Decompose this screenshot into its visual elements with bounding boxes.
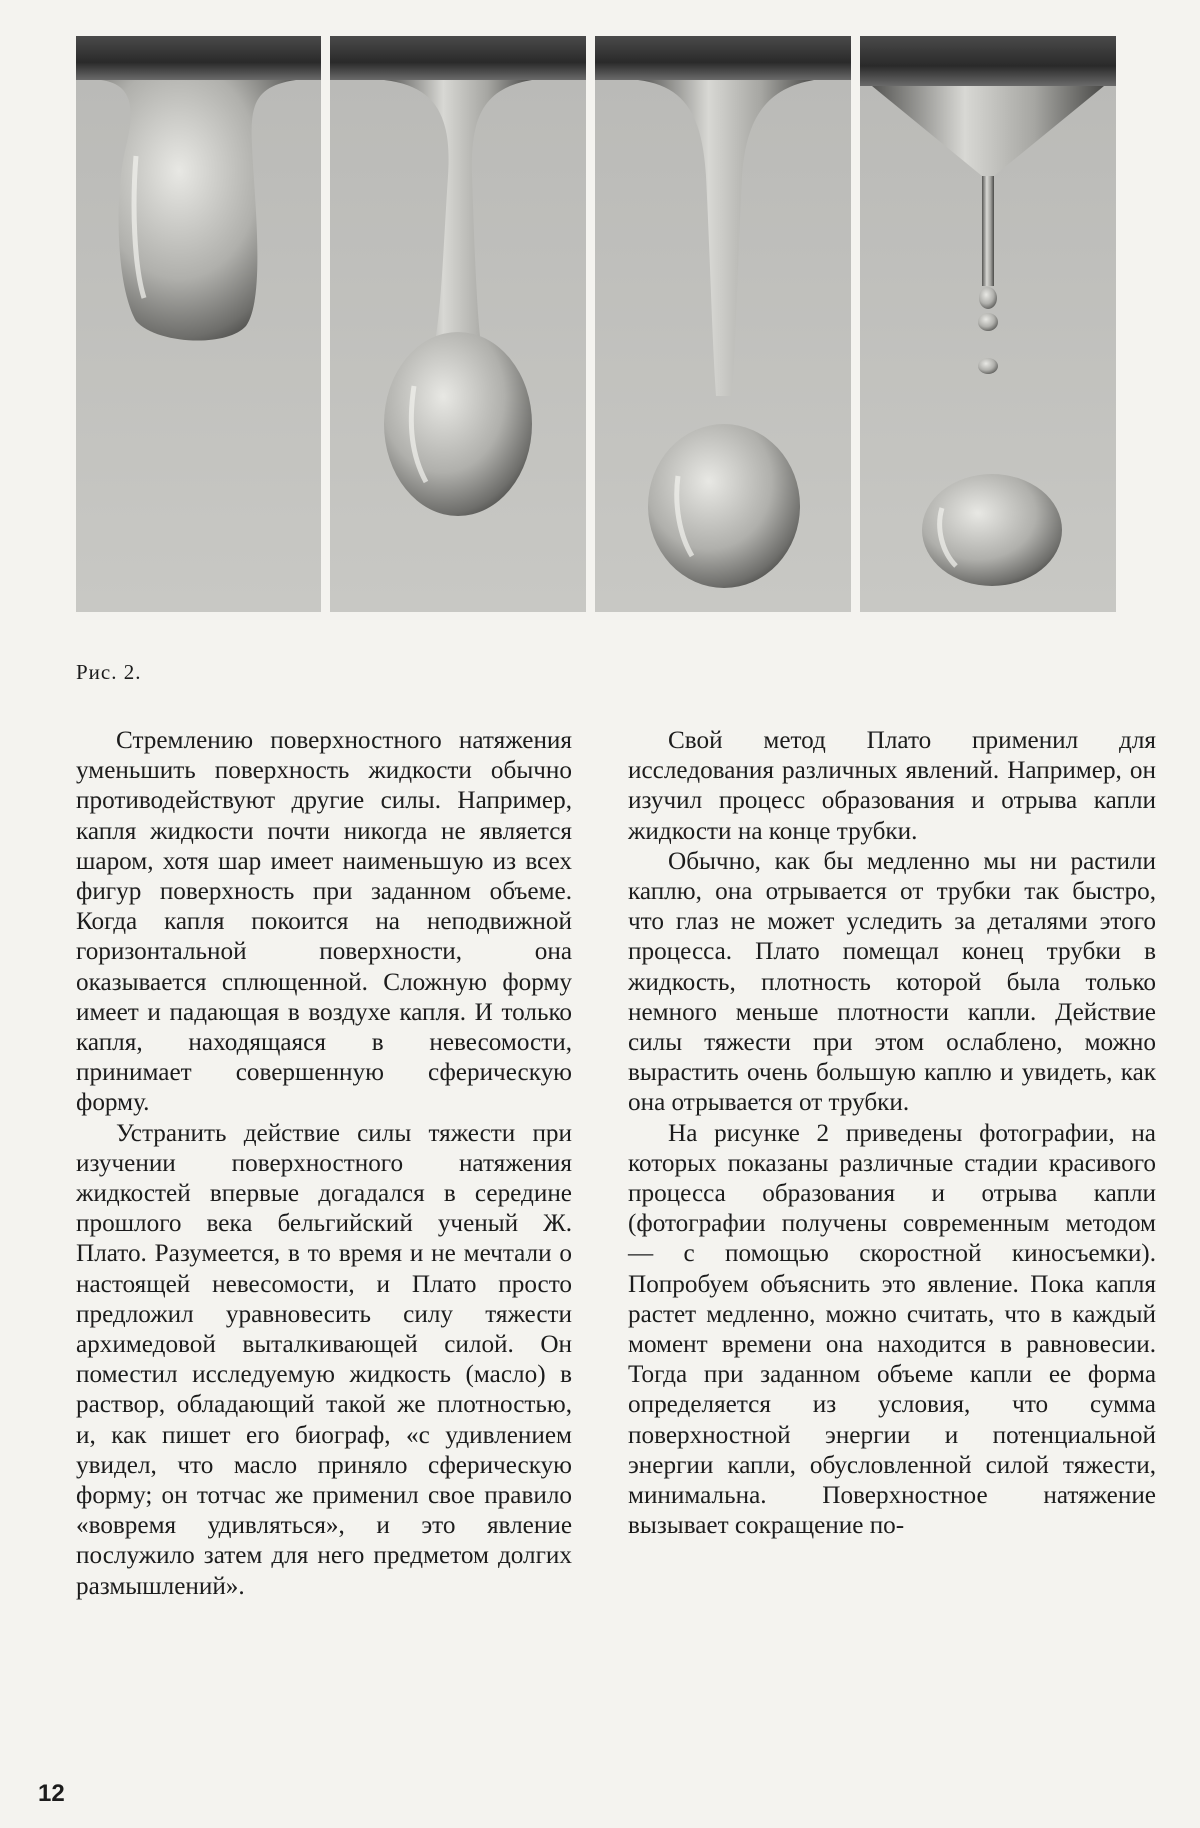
page-number: 12 <box>38 1780 65 1807</box>
paragraph: На рисунке 2 приведены фотографии, на которых показаны различные стадии красивого процесса образования и отрыва капли (фотографии получены современным методом — с помощью скоростной киносъемки). Попробуем объяснить это явление. Пока капля растет медленно, можно считать, что в каждый момент времени она находится в равновесии. Тогда при заданном объеме капли ее форма определяется из условия, что сумма поверхностной энергии и потенциальной энергии капли, обусловленной силой тяжести, минимальна. Поверхностное натяжение вызывает сокращение по- <box>628 1119 1156 1540</box>
paragraph: Устранить действие силы тяжести при изучении поверхностного натяжения жидкостей впервые догадался в середине прошлого века бельгийский ученый Ж. Плато. Разумеется, в то время и не мечтали о настоящей невесомости, и Плато просто предложил уравновесить силу тяжести архимедовой выталкивающей силой. Он поместил исследуемую жидкость (масло) в раствор, обладающий такой же плотностью, и, как пишет его биограф, «с удивлением увидел, что масло приняло сферическую форму; он тотчас же применил свое правило «вовремя удивляться», и это явление послужило затем для него предметом долгих размышлений». <box>76 1119 572 1600</box>
drop-formation-figure <box>76 36 1116 612</box>
paragraph: Стремлению поверхностного натяжения уменьшить поверхность жидкости обычно противодействуют другие силы. Например, капля жидкости почти никогда не является шаром, хотя шар имеет наименьшую из всех фигур поверхность при заданном объеме. Когда капля покоится на неподвижной горизонтальной поверхности, она оказывается сплющенной. Сложную форму имеет и падающая в воздухе капля. И только капля, находящаяся в невесомости, принимает совершенную сферическую форму. <box>76 727 572 1117</box>
right-column <box>628 726 1156 1541</box>
drop-formation-photographs <box>76 36 1116 612</box>
drop-stage-1 <box>76 36 321 612</box>
paragraph: Обычно, как бы медленно мы ни растили каплю, она отрывается от трубки так быстро, что глаз не может уследить за деталями этого процесса. Плато помещал конец трубки в жидкость, плотность которой была только немного меньше плотности капли. Действие силы тяжести при этом ослаблено, можно вырастить очень большую каплю и увидеть, как она отрывается от трубки. <box>628 847 1156 1117</box>
left-column <box>76 726 572 1602</box>
figure-caption: Рис. 2. <box>76 660 142 684</box>
paragraph: Свой метод Плато применил для исследования различных явлений. Например, он изучил процесс образования и отрыва капли жидкости на конце трубки. <box>628 727 1156 845</box>
drop-stage-3 <box>595 36 851 612</box>
drop-stage-2 <box>330 36 586 612</box>
drop-stage-4 <box>860 36 1116 612</box>
